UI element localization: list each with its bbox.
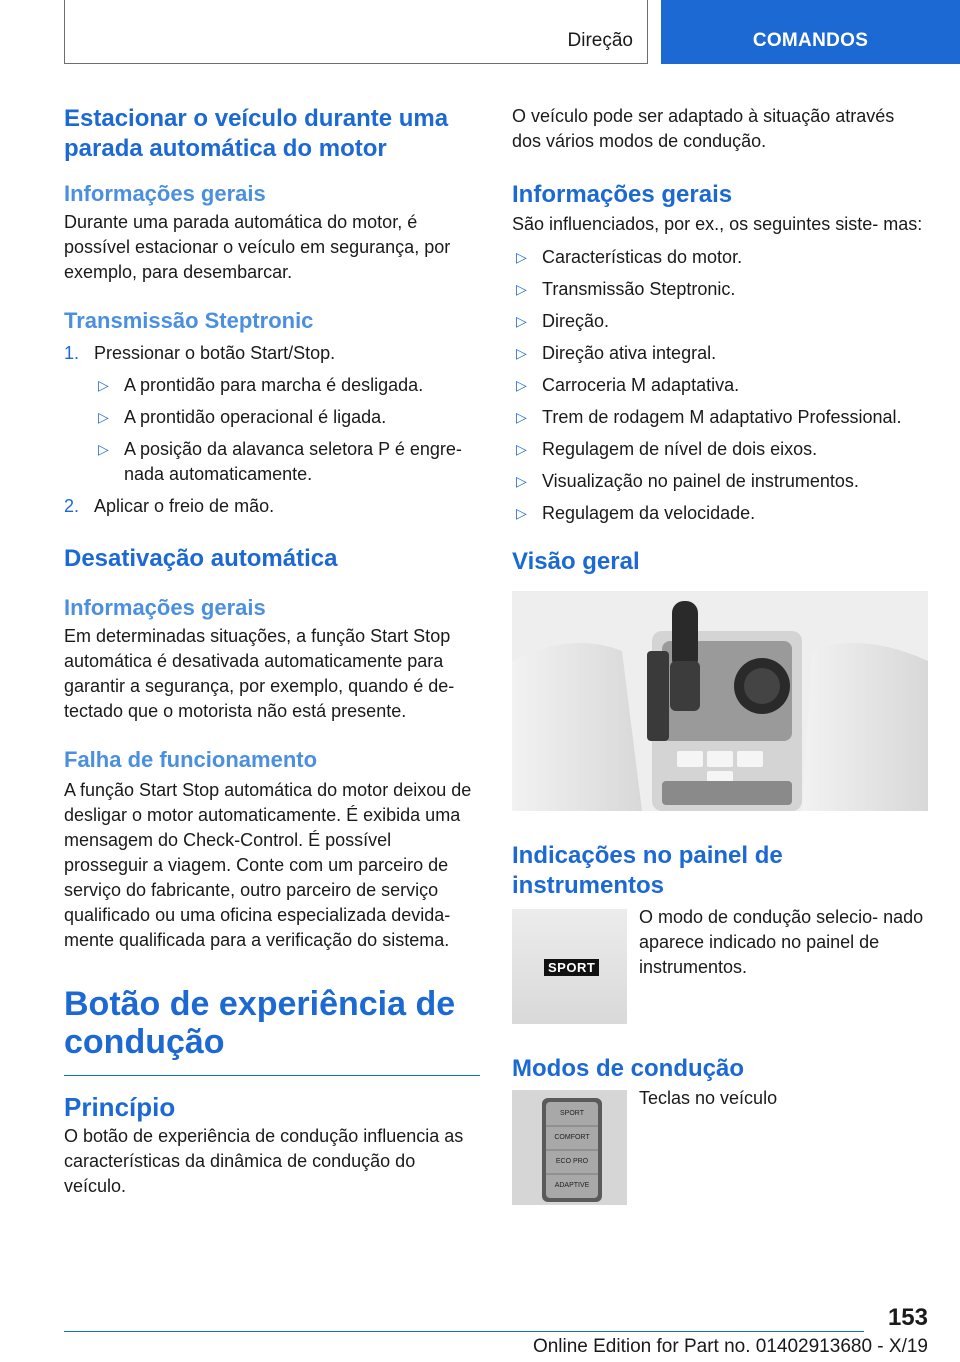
list-item-text: Regulagem de nível de dois eixos. (542, 439, 818, 459)
list-item (512, 277, 928, 302)
heading-deact-general-info: Informações gerais (64, 595, 266, 620)
section-divider (64, 1075, 480, 1076)
list-item (94, 437, 480, 487)
general-info-text: São influenciados, por ex., os seguintes siste- mas: (512, 214, 923, 234)
heading-driving-modes: Modos de condução (512, 1055, 745, 1082)
malfunction-text: A função Start Stop automática do motor deixou de desligar o motor automaticamente. É exibida uma mensagem do Check-Control. É possível prosseguir a viagem. Conte com um parceiro de serviço do fabricante, outro parceiro de serviço qualificado ou uma oficina especializada devida- mente qualificada para a verificação do sistema. (64, 780, 472, 950)
triangle-bullet-icon: ▷ (98, 441, 109, 457)
step-item (64, 494, 480, 519)
list-item-text: Carroceria M adaptativa. (542, 375, 740, 395)
list-item-text: A posição da alavanca seletora P é engre- nada automaticamente. (124, 439, 462, 484)
step-item (64, 341, 480, 487)
mode-buttons-image (512, 1090, 627, 1205)
triangle-bullet-icon: ▷ (516, 281, 527, 297)
list-item (512, 501, 928, 526)
principle-text: O botão de experiência de condução influencia as características da dinâmica de condução do veículo. (64, 1126, 464, 1196)
triangle-bullet-icon: ▷ (516, 313, 527, 329)
heading-general-info: Informações gerais (512, 181, 733, 208)
step-text: Aplicar o freio de mão. (94, 496, 275, 516)
list-item-text: Trem de rodagem M adaptativo Professional. (542, 407, 902, 427)
park-info-text: Durante uma parada automática do motor, é possível estacionar o veículo em segurança, por exemplo, para desembarcar. (64, 212, 451, 282)
right-column (512, 104, 928, 1205)
triangle-bullet-icon: ▷ (516, 441, 527, 457)
deact-info-text: Em determinadas situações, a função Start Stop automática é desativada automaticamente para garantir a segurança, por exemplo, quando é de- tectado que o motorista não está presente. (64, 626, 455, 721)
step-number: 2. (64, 496, 80, 516)
list-item (512, 341, 928, 366)
left-column (64, 104, 480, 1199)
header-section: Direção (567, 30, 633, 51)
footer-rule (64, 1331, 864, 1332)
instrument-indication-text: O modo de condução selecio- nado aparece indicado no painel de instrumentos. (639, 907, 924, 977)
list-item (512, 405, 928, 430)
list-item-text: Regulagem da velocidade. (542, 503, 756, 523)
page-number: 153 (887, 1304, 928, 1331)
heading-driving-experience-button: Botão de experiência de condução (64, 985, 456, 1061)
list-item (512, 373, 928, 398)
instrument-indication-block (512, 909, 928, 1024)
step-number: 1. (64, 343, 80, 363)
triangle-bullet-icon: ▷ (516, 505, 527, 521)
list-item (94, 373, 480, 398)
list-item-text: Direção. (542, 311, 610, 331)
substep-list (94, 373, 480, 487)
heading-steptronic: Transmissão Steptronic (64, 308, 314, 333)
heading-overview: Visão geral (512, 548, 640, 575)
list-item-text: Transmissão Steptronic. (542, 279, 736, 299)
list-item-text: Características do motor. (542, 247, 743, 267)
list-item-text: Visualização no painel de instrumentos. (542, 471, 859, 491)
footer-edition: Online Edition for Part no. 01402913680 - X/19 (532, 1336, 928, 1357)
triangle-bullet-icon: ▷ (516, 409, 527, 425)
list-item (512, 437, 928, 462)
mode-button-eco-pro: ECO PRO (555, 1158, 589, 1165)
triangle-bullet-icon: ▷ (516, 345, 527, 361)
header-section-box (64, 0, 648, 64)
header-chapter-tab[interactable] (661, 0, 960, 64)
heading-malfunction: Falha de funcionamento (64, 747, 318, 772)
sport-display-image (512, 909, 627, 1024)
triangle-bullet-icon: ▷ (98, 377, 109, 393)
triangle-bullet-icon: ▷ (516, 249, 527, 265)
steptronic-steps (64, 341, 480, 519)
intro-text: O veículo pode ser adaptado à situação através dos vários modos de condução. (512, 106, 895, 151)
driving-modes-block (512, 1090, 928, 1205)
sport-mode-label: SPORT (544, 959, 599, 976)
mode-button-sport: SPORT (560, 1110, 584, 1117)
mode-button-comfort: COMFORT (554, 1134, 590, 1141)
list-item-text: A prontidão operacional é ligada. (124, 407, 387, 427)
heading-parking-auto-stop: Estacionar o veículo durante uma parada automática do motor (64, 105, 449, 162)
heading-auto-deactivation: Desativação automática (64, 545, 338, 572)
center-console-illustration (512, 591, 928, 811)
list-item (512, 309, 928, 334)
triangle-bullet-icon: ▷ (516, 377, 527, 393)
heading-instrument-indications: Indicações no painel de instrumentos (512, 842, 783, 899)
systems-list (512, 245, 928, 526)
heading-park-general-info: Informações gerais (64, 181, 266, 206)
list-item-text: Direção ativa integral. (542, 343, 717, 363)
list-item (512, 245, 928, 270)
mode-button-adaptive: ADAPTIVE (554, 1182, 590, 1189)
triangle-bullet-icon: ▷ (516, 473, 527, 489)
header-chapter: COMANDOS (752, 30, 869, 51)
driving-modes-text: Teclas no veículo (639, 1088, 778, 1108)
step-text: Pressionar o botão Start/Stop. (94, 343, 336, 363)
list-item (512, 469, 928, 494)
center-console-image (512, 591, 928, 811)
heading-principle: Princípio (64, 1092, 176, 1122)
triangle-bullet-icon: ▷ (98, 409, 109, 425)
list-item (94, 405, 480, 430)
list-item-text: A prontidão para marcha é desligada. (124, 375, 424, 395)
